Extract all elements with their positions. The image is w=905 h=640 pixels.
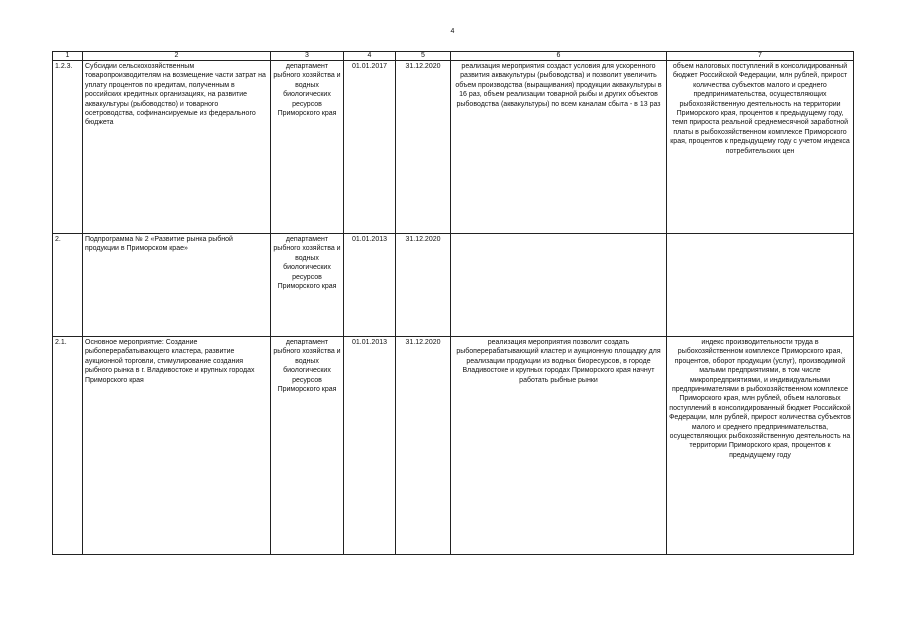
table-row xyxy=(53,337,854,555)
executor: департамент рыбного хозяйства и водных биологических ресурсов Приморского края xyxy=(271,337,344,555)
end-date: 31.12.2020 xyxy=(396,234,451,337)
expected-result: реализация мероприятия создаст условия для ускоренного развития аквакультуры (рыбоводства) и позволит увеличить объем производства (выращивания) продукции аквакультуры в 16 раз, объем реализации товарной рыбы и других объектов рыбоводства (аквакультуры) по всем каналам сбыта - в 13 раз xyxy=(451,61,667,234)
table-row xyxy=(53,61,854,234)
end-date: 31.12.2020 xyxy=(396,61,451,234)
page-number: 4 xyxy=(450,28,455,35)
start-date: 01.01.2017 xyxy=(344,61,396,234)
expected-result: реализация мероприятия позволит создать рыбоперерабатывающий кластер и аукционную площадку для реализации продукции из водных биоресурсов, в городе Владивостоке и крупных городах Приморского края начнут работать рыбные рынки xyxy=(451,337,667,555)
header-cell: 6 xyxy=(451,52,667,61)
expected-result xyxy=(451,234,667,337)
executor: департамент рыбного хозяйства и водных биологических ресурсов Приморского края xyxy=(271,61,344,234)
program-table xyxy=(52,51,854,555)
measure-name: Субсидии сельскохозяйственным товаропроизводителям на возмещение части затрат на уплату процентов по кредитам, полученным в российских кредитных организациях, на развитие аквакультуры (рыбоводство) и товарного осетроводства, софинансируемые из федерального бюджета xyxy=(83,61,271,234)
header-cell: 2 xyxy=(83,52,271,61)
row-number: 2. xyxy=(53,234,83,337)
indicators xyxy=(667,234,854,337)
start-date: 01.01.2013 xyxy=(344,337,396,555)
measure-name: Подпрограмма № 2 «Развитие рынка рыбной продукции в Приморском крае» xyxy=(83,234,271,337)
measure-name: Основное мероприятие: Создание рыбоперерабатывающего кластера, развитие аукционной торговли, стимулирование создания рыбного рынка в г. Владивостоке и крупных городах Приморского края xyxy=(83,337,271,555)
header-cell: 5 xyxy=(396,52,451,61)
executor: департамент рыбного хозяйства и водных биологических ресурсов Приморского края xyxy=(271,234,344,337)
table-row xyxy=(53,234,854,337)
row-number: 2.1. xyxy=(53,337,83,555)
header-row xyxy=(53,52,854,61)
header-cell: 7 xyxy=(667,52,854,61)
end-date: 31.12.2020 xyxy=(396,337,451,555)
header-cell: 4 xyxy=(344,52,396,61)
row-number: 1.2.3. xyxy=(53,61,83,234)
indicators: объем налоговых поступлений в консолидированный бюджет Российской Федерации, млн рублей, прирост количества субъектов малого и среднего предпринимательства, осуществляющих рыбохозяйственную деятельность на территории Приморского края, процентов к предыдущему году, темп прироста реальной среднемесячной заработной платы в рыбохозяйственном комплексе Приморского края, процентов к предыдущему году с учетом индекса потребительских цен xyxy=(667,61,854,234)
start-date: 01.01.2013 xyxy=(344,234,396,337)
header-cell: 1 xyxy=(53,52,83,61)
indicators: индекс производительности труда в рыбохозяйственном комплексе Приморского края, процентов, оборот продукции (услуг), производимой малыми предприятиями, в том числе микропредприятиями, и индивидуальными предпринимателями в рыбохозяйственном комплексе Приморского края, млн рублей, объем налоговых поступлений в консолидированный бюджет Российской Федерации, млн рублей, прирост количества субъектов малого и среднего предпринимательства, осуществляющих рыбохозяйственную деятельность на территории Приморского края, процентов к предыдущему году xyxy=(667,337,854,555)
header-cell: 3 xyxy=(271,52,344,61)
